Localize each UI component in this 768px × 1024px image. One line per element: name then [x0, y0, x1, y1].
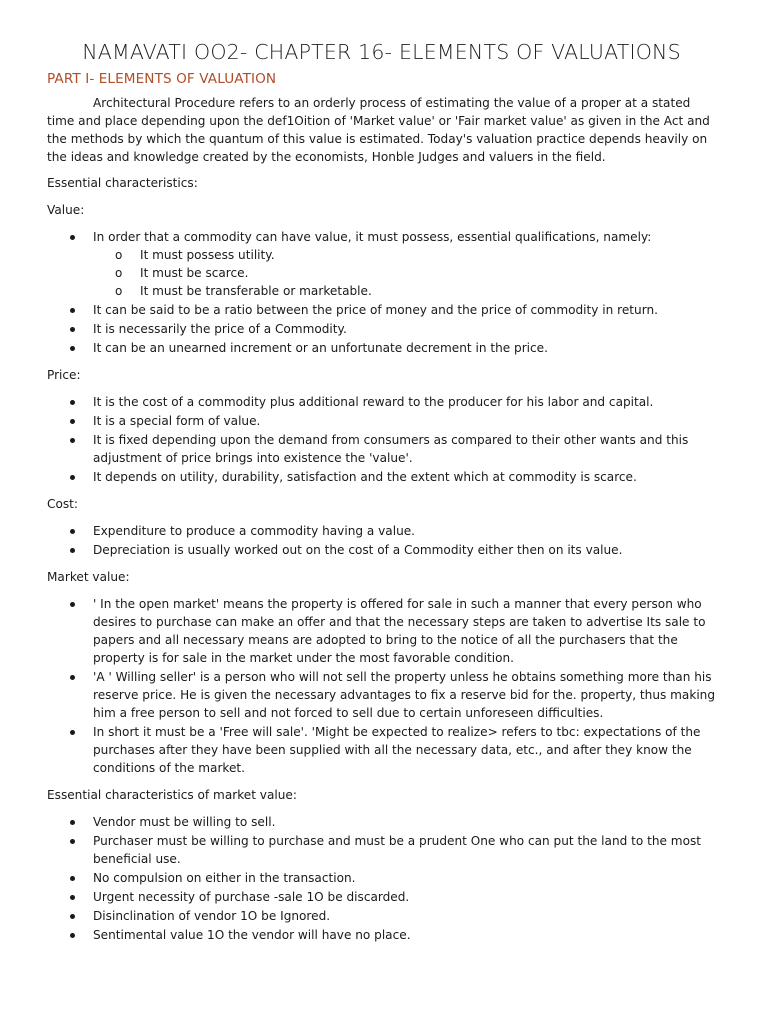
- list-item-text: It is a special form of value.: [93, 414, 261, 428]
- list-item-text: It depends on utility, durability, satisfaction and the extent which at commodity is scarce.: [93, 470, 637, 484]
- bullet-icon: [70, 327, 75, 332]
- list-item-text: Depreciation is usually worked out on the cost of a Commodity either then on its value.: [93, 543, 623, 557]
- bullet-icon: [70, 529, 75, 534]
- bullet-icon: [70, 820, 75, 825]
- sub-list-item-text: It must be scarce.: [140, 266, 249, 280]
- list-item-text: It is necessarily the price of a Commodity.: [93, 322, 347, 336]
- bullet-icon: [70, 400, 75, 405]
- list-item-text: In order that a commodity can have value, it must possess, essential qualifications, namely:: [93, 230, 652, 244]
- document-body: [47, 94, 716, 944]
- list-item: [47, 339, 723, 357]
- list-item-text: 'A ' Willing seller' is a person who will not sell the property unless he obtains something more than his reserve price. He is given the necessary advantages to fix a reserve bid for the. property, thus making him a free person to sell and not forced to sell due to certain unforeseen difficulties.: [93, 670, 716, 720]
- list-item-text: Disinclination of vendor 1O be Ignored.: [93, 909, 331, 923]
- list-item: [47, 412, 723, 430]
- list-item-text: Urgent necessity of purchase -sale 1O be discarded.: [93, 890, 410, 904]
- section-label: Price:: [47, 368, 81, 382]
- intro-paragraph: Architectural Procedure refers to an orderly process of estimating the value of a proper at a stated time and place depending upon the def1Oition of 'Market value' or 'Fair market value' as given in the Act and the methods by which the quantum of this value is estimated. Today's valuation practice depends heavily on the ideas and knowledge created by the economists, Honble Judges and valuers in the field.: [47, 96, 710, 164]
- bullet-icon: [70, 933, 75, 938]
- bullet-list: [47, 813, 716, 944]
- section-label: Cost:: [47, 497, 78, 511]
- list-item-text: It can be an unearned increment or an unfortunate decrement in the price.: [93, 341, 548, 355]
- bullet-icon: [70, 548, 75, 553]
- sub-list-item-text: It must be transferable or marketable.: [140, 284, 372, 298]
- bullet-icon: [70, 839, 75, 844]
- sections-container: [47, 174, 716, 944]
- list-item: [47, 468, 723, 486]
- list-item: [47, 907, 723, 925]
- bullet-list: [47, 228, 716, 357]
- list-item: [47, 926, 723, 944]
- bullet-icon: [70, 346, 75, 351]
- list-item: [47, 813, 723, 831]
- list-item-text: Sentimental value 1O the vendor will have no place.: [93, 928, 411, 942]
- list-item-text: Vendor must be willing to sell.: [93, 815, 276, 829]
- list-item: [47, 431, 723, 467]
- section-label: Value:: [47, 203, 85, 217]
- bullet-icon: [70, 475, 75, 480]
- list-item: [47, 832, 723, 868]
- list-item: [47, 888, 723, 906]
- bullet-icon: [70, 675, 75, 680]
- bullet-icon: [70, 235, 75, 240]
- bullet-icon: [70, 419, 75, 424]
- list-item: [47, 228, 723, 300]
- list-item-text: It is fixed depending upon the demand from consumers as compared to their other wants and this adjustment of price brings into existence the 'value'.: [93, 433, 689, 465]
- sub-list-item: [93, 264, 723, 282]
- bullet-icon: [70, 438, 75, 443]
- list-item: [47, 668, 723, 722]
- list-item-text: It is the cost of a commodity plus additional reward to the producer for his labor and capital.: [93, 395, 654, 409]
- document-title: NAMAVATI OO2- CHAPTER 16- ELEMENTS OF VALUATIONS: [82, 40, 681, 64]
- section-label: Market value:: [47, 570, 130, 584]
- list-item: [47, 869, 723, 887]
- list-item-text: In short it must be a 'Free will sale'. 'Might be expected to realize> refers to tbc: expectations of the purchases after they have been supplied with all the necessary data, etc., and after they know the conditions of the market.: [93, 725, 701, 775]
- list-item: [47, 522, 723, 540]
- section-label: Essential characteristics:: [47, 176, 198, 190]
- bullet-list: [47, 522, 716, 559]
- list-item: [47, 595, 723, 667]
- list-item-text: Purchaser must be willing to purchase and must be a prudent One who can put the land to the most beneficial use.: [93, 834, 702, 866]
- sub-list-item: [93, 282, 723, 300]
- bullet-icon: [70, 308, 75, 313]
- list-item-text: ' In the open market' means the property is offered for sale in such a manner that every person who desires to purchase can make an offer and that the necessary steps are taken to advertise Its sale to papers and all necessary means are adopted to bring to the notice of all the purchasers that the property is for sale in the market under the most favorable condition.: [93, 597, 706, 665]
- list-item: [47, 320, 723, 338]
- list-item-text: No compulsion on either in the transaction.: [93, 871, 356, 885]
- bullet-icon: [70, 730, 75, 735]
- sub-list-item: [93, 246, 723, 264]
- list-item: [47, 301, 723, 319]
- sub-list-item-text: It must possess utility.: [140, 248, 275, 262]
- circle-bullet-icon: o: [115, 284, 123, 298]
- sub-list: [93, 246, 723, 300]
- bullet-icon: [70, 876, 75, 881]
- bullet-list: [47, 595, 716, 777]
- bullet-icon: [70, 895, 75, 900]
- list-item: [47, 723, 723, 777]
- bullet-icon: [70, 914, 75, 919]
- list-item: [47, 393, 723, 411]
- list-item: [47, 541, 723, 559]
- circle-bullet-icon: o: [115, 248, 123, 262]
- bullet-list: [47, 393, 716, 486]
- circle-bullet-icon: o: [115, 266, 123, 280]
- section-label: Essential characteristics of market value:: [47, 788, 297, 802]
- list-item-text: It can be said to be a ratio between the price of money and the price of commodity in return.: [93, 303, 658, 317]
- part-heading: PART I- ELEMENTS OF VALUATION: [47, 71, 277, 87]
- bullet-icon: [70, 602, 75, 607]
- list-item-text: Expenditure to produce a commodity having a value.: [93, 524, 416, 538]
